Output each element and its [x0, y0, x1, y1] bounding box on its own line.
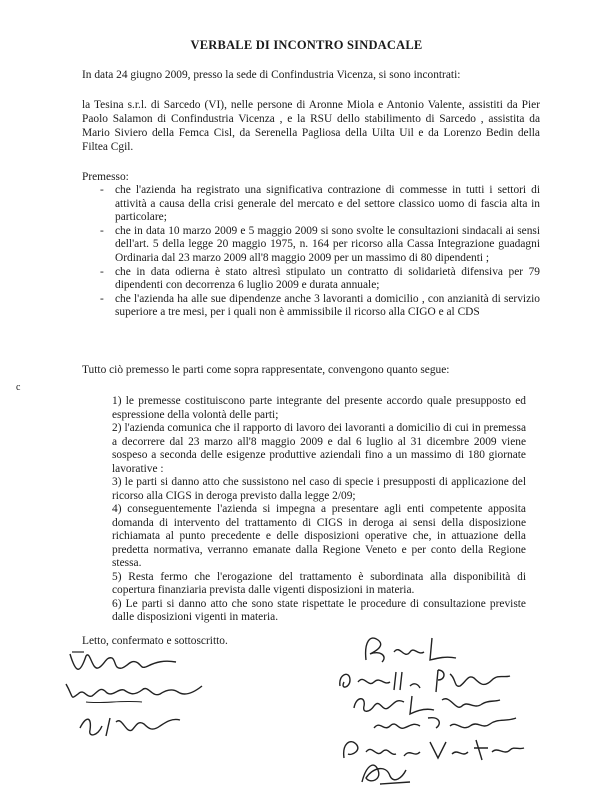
- margin-mark: c: [16, 382, 21, 393]
- clause-item: 3) le parti si danno atto che sussistono nel caso di specie i presupposti di applicazione del ricorso alla CIGS in deroga previsto dalla legge 2/09;: [112, 476, 526, 502]
- intro-paragraph: In data 24 giugno 2009, presso la sede di Confindustria Vicenza, si sono incontrati:: [82, 69, 461, 81]
- signature-left-2: [62, 676, 222, 706]
- premise-item: [100, 293, 540, 320]
- clauses-block: [112, 395, 526, 625]
- agreement-intro: Tutto ciò premesso le parti come sopra rappresentate, convengono quanto segue:: [82, 364, 450, 376]
- signature-left-1: [66, 648, 216, 678]
- premise-label: Premesso:: [82, 171, 129, 183]
- clause-item: 1) le premesse costituiscono parte integrante del presente accordo quale presupposto ed espressione della volontà delle parti;: [112, 395, 526, 421]
- bullet-dash: -: [100, 265, 104, 278]
- premises-list: [100, 184, 540, 320]
- bullet-dash: -: [100, 184, 104, 196]
- bullet-dash: -: [100, 292, 104, 305]
- clause-item: 5) Resta fermo che l'erogazione del trattamento è subordinata alla disponibilità di copertura finanziaria prevista dalle vigenti disposizioni in materia.: [112, 570, 526, 596]
- parties-paragraph: la Tesina s.r.l. di Sarcedo (VI), nelle persone di Aronne Miola e Antonio Valente, assistiti da Pier Paolo Salamon di Confindustria Vicenza , e la RSU dello stabilimento di Sarcedo , assistita da Mario Siviero della Femca Cisl, da Serenella Pagliosa della Uilta Uil e da Lorenzo Bedin della Filtea Cgil.: [82, 99, 540, 154]
- clause-item: 2) l'azienda comunica che il rapporto di lavoro dei lavoranti a domicilio di cui in premessa a decorrere dal 23 marzo all'8 maggio 2009 e dal 6 luglio al 31 dicembre 2009 viene sospeso a seconda delle esigenze produttive aziendali fino a un massimo di 180 giornate lavorative :: [112, 422, 526, 475]
- premise-text: che in data odierna è stato altresì stipulato un contratto di solidarietà difensiva per 79 dipendenti con decorrenza 6 luglio 2009 e durata annuale;: [115, 265, 540, 292]
- premise-item: [100, 184, 540, 225]
- premise-text: che in data 10 marzo 2009 e 5 maggio 2009 si sono svolte le consultazioni sindacali ai sensi dell'art. 5 della legge 20 maggio 1975, n. 164 per ricorso alla Cassa Integrazione guadagni Ordinaria dal 23 marzo 2009 all'8 maggio 2009 per un massimo di 80 dipendenti ;: [115, 224, 540, 264]
- signature-right-6: [356, 758, 426, 788]
- signature-left-3: [76, 708, 196, 740]
- clause-item: 4) conseguentemente l'azienda si impegna a presentare agli enti competente apposita domanda di intervento del trattamento di CIGS in deroga ai sensi della disposizione richiamata al punto precedente e delle disposizioni operative che, in attuazione della predetta normativa, verranno emanate dalla Regione Veneto e per conto della Regione stessa.: [112, 503, 526, 569]
- premise-text: che l'azienda ha registrato una significativa contrazione di commesse in tutti i settori di attività a causa della crisi generale del mercato e del settore classico uomo di fascia alta in particolare;: [115, 184, 540, 224]
- signature-right-1: [360, 632, 470, 666]
- premise-item: [100, 225, 540, 266]
- closing-line: Letto, confermato e sottoscritto.: [82, 635, 228, 647]
- document-title: VERBALE DI INCONTRO SINDACALE: [190, 38, 423, 52]
- premise-text: che l'azienda ha alle sue dipendenze anche 3 lavoranti a domicilio , con anzianità di servizio superiore a tre mesi, per i quali non è ammissibile il ricorso alla CIGO e al CDS: [115, 292, 540, 319]
- bullet-dash: -: [100, 224, 104, 237]
- premise-item: [100, 266, 540, 293]
- clause-item: 6) Le parti si danno atto che sono state rispettate le procedure di consultazione previste dalle disposizioni vigenti in materia.: [112, 597, 526, 623]
